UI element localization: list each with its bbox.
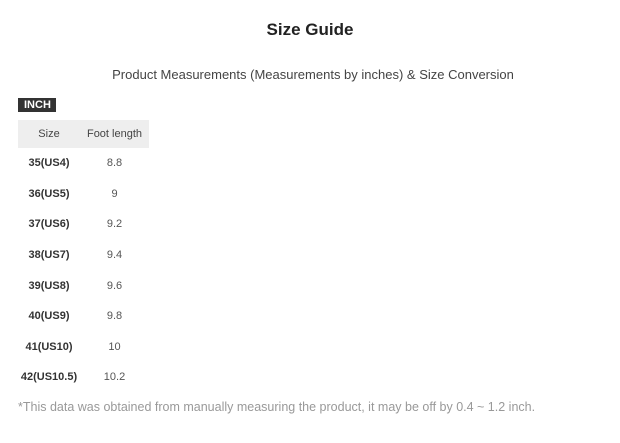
unit-badge: INCH — [18, 98, 56, 112]
table-row — [18, 332, 149, 363]
page-title: Size Guide — [266, 20, 354, 39]
table-row — [18, 240, 149, 271]
foot-length-cell: 8.8 — [106, 157, 123, 170]
foot-length-cell: 9.6 — [106, 279, 123, 292]
size-cell: 42(US10.5) — [20, 371, 78, 384]
column-header-size: Size — [18, 120, 80, 148]
table-row — [18, 209, 149, 240]
size-cell: 40(US9) — [28, 310, 70, 323]
size-cell: 39(US8) — [28, 279, 70, 292]
table-header-row — [18, 120, 149, 148]
table-row — [18, 301, 149, 332]
foot-length-cell: 9.8 — [106, 310, 123, 323]
size-cell: 41(US10) — [25, 340, 73, 353]
size-table-body — [18, 148, 149, 393]
foot-length-cell: 10 — [108, 340, 121, 353]
size-cell: 36(US5) — [28, 187, 70, 200]
page-subtitle: Product Measurements (Measurements by inches) & Size Conversion — [112, 67, 514, 82]
table-row — [18, 362, 149, 393]
size-cell: 37(US6) — [28, 218, 70, 231]
foot-length-cell: 9.4 — [106, 249, 123, 262]
size-table — [18, 120, 149, 393]
measurement-disclaimer: *This data was obtained from manually measuring the product, it may be off by 0.4 ~ 1.2 inch. — [18, 400, 536, 414]
table-row — [18, 270, 149, 301]
foot-length-cell: 10.2 — [103, 371, 126, 384]
column-header-foot-length: Foot length — [80, 120, 149, 148]
table-row — [18, 148, 149, 179]
table-row — [18, 179, 149, 210]
foot-length-cell: 9 — [111, 187, 118, 200]
size-cell: 35(US4) — [28, 157, 70, 170]
foot-length-cell: 9.2 — [106, 218, 123, 231]
size-cell: 38(US7) — [28, 249, 70, 262]
size-table-header — [18, 120, 149, 148]
